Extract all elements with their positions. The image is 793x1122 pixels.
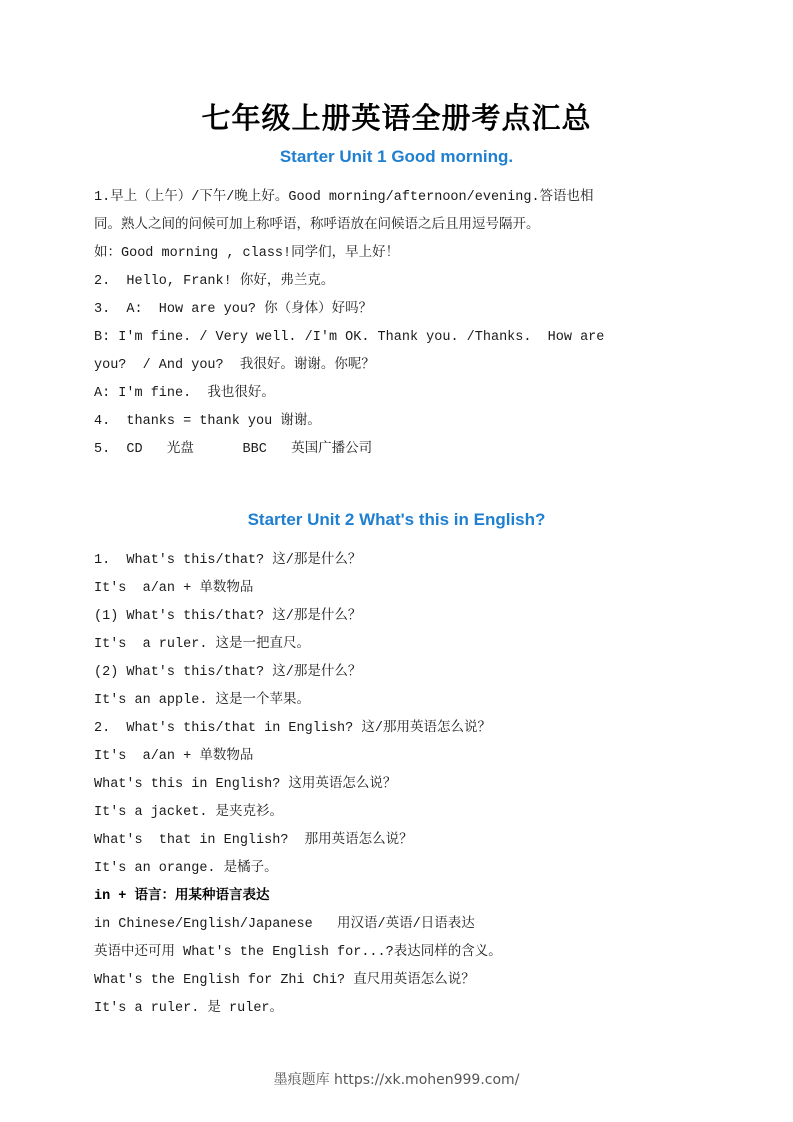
text-line: What's the English for Zhi Chi? 直尺用英语怎么说？ [94, 973, 475, 988]
text-line: A: I'm fine. 我也很好。 [94, 386, 275, 401]
text-line: 3. A: How are you? 你（身体）好吗？ [94, 302, 373, 317]
text-line: It's a/an + 单数物品 [94, 581, 254, 596]
unit1-heading: Starter Unit 1 Good morning. [279, 147, 514, 166]
unit2-heading: Starter Unit 2 What's this in English? [247, 510, 546, 529]
text-line: It's a ruler. 是 ruler。 [94, 1001, 284, 1016]
text-line: 1.早上（上午）/下午/晚上好。Good morning/afternoon/evening.答语也相 [94, 190, 594, 205]
text-line: 同。熟人之间的问候可加上称呼语，称呼语放在问候语之后且用逗号隔开。 [94, 218, 540, 233]
bold-text-line: in + 语言：用某种语言表达 [94, 889, 270, 904]
text-line: (2) What's this/that? 这/那是什么？ [94, 665, 362, 680]
text-line: in Chinese/English/Japanese 用汉语/英语/日语表达 [94, 917, 475, 932]
text-line: It's a ruler. 这是一把直尺。 [94, 637, 311, 652]
page-title: 七年级上册英语全册考点汇总 [201, 101, 592, 135]
text-line: B: I'm fine. / Very well. /I'm OK. Thank you. /Thanks. How are [94, 330, 605, 345]
unit1-content [94, 184, 734, 464]
text-line: you? / And you? 我很好。谢谢。你呢？ [94, 358, 375, 373]
text-line: 英语中还可用 What's the English for...?表达同样的含义。 [94, 945, 502, 960]
text-line: (1) What's this/that? 这/那是什么？ [94, 609, 362, 624]
text-line: 4. thanks = thank you 谢谢。 [94, 414, 321, 429]
text-line: 2. Hello, Frank! 你好，弗兰克。 [94, 274, 335, 289]
text-line: It's a/an + 单数物品 [94, 749, 254, 764]
text-line: 5. CD 光盘 BBC 英国广播公司 [94, 442, 373, 457]
text-line: It's an orange. 是橘子。 [94, 861, 278, 876]
text-line: What's that in English? 那用英语怎么说？ [94, 833, 413, 848]
unit2-content [94, 547, 734, 1023]
text-line: 2. What's this/that in English? 这/那用英语怎么说？ [94, 721, 491, 736]
footer-watermark: 墨痕题库 https://xk.mohen999.com/ [273, 1072, 520, 1088]
text-line: It's a jacket. 是夹克衫。 [94, 805, 284, 820]
text-line: What's this in English? 这用英语怎么说？ [94, 777, 397, 792]
text-line: It's an apple. 这是一个苹果。 [94, 693, 311, 708]
text-line: 如：Good morning , class!同学们，早上好！ [94, 246, 400, 261]
text-line: 1. What's this/that? 这/那是什么？ [94, 553, 362, 568]
